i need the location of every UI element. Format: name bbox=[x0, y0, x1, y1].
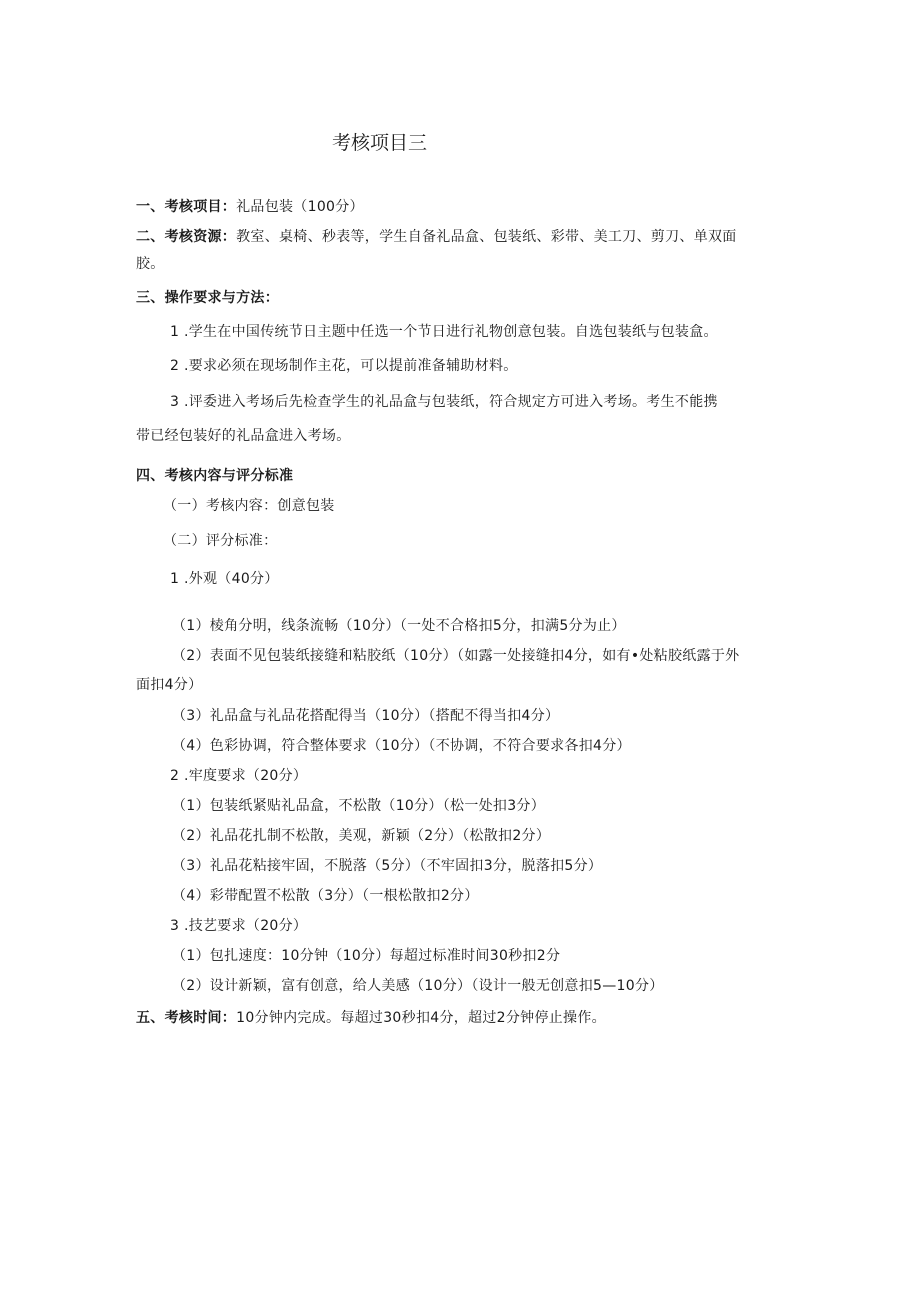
part-2-item-1: （1）包装纸紧贴礼品盒，不松散（10分）（松一处扣3分） bbox=[172, 798, 546, 814]
section-2-text: 教室、桌椅、秒表等，学生自备礼品盒、包装纸、彩带、美工刀、剪刀、单双面 bbox=[236, 229, 737, 245]
section-3-item-3: 3 .评委进入考场后先检查学生的礼品盒与包装纸，符合规定方可进入考场。考生不能携 bbox=[170, 394, 718, 410]
part-2-item-2: （2）礼品花扎制不松散，美观，新颖（2分）（松散扣2分） bbox=[172, 828, 551, 844]
section-5-text: 10分钟内完成。每超过30秒扣4分，超过2分钟停止操作。 bbox=[236, 1010, 606, 1026]
part-1-item-2: （2）表面不见包装纸接缝和粘胶纸（10分）（如露一处接缝扣4分，如有•处粘胶纸露于外 bbox=[172, 648, 740, 664]
section-3-label: 三、操作要求与方法： bbox=[136, 290, 279, 306]
section-1-text: 礼品包装（100分） bbox=[236, 199, 364, 215]
part-3-heading: 3 .技艺要求（20分） bbox=[170, 918, 308, 934]
section-3-item-2: 2 .要求必须在现场制作主花，可以提前准备辅助材料。 bbox=[170, 358, 518, 374]
part-2-heading: 2 .牢度要求（20分） bbox=[170, 768, 308, 784]
part-1-heading: 1 .外观（40分） bbox=[170, 571, 279, 587]
section-4-criteria: （二）评分标准： bbox=[163, 533, 278, 549]
section-1 bbox=[136, 197, 364, 217]
page-title: 考核项目三 bbox=[332, 132, 428, 154]
section-3-item-3-continuation: 带已经包装好的礼品盒进入考场。 bbox=[136, 428, 351, 444]
section-1-label: 一、考核项目： bbox=[136, 199, 237, 215]
section-5 bbox=[136, 1008, 606, 1028]
part-1-item-2-continuation: 面扣4分） bbox=[136, 677, 203, 693]
part-2-item-3: （3）礼品花粘接牢固，不脱落（5分）（不牢固扣3分，脱落扣5分） bbox=[172, 858, 603, 874]
section-2 bbox=[136, 227, 737, 247]
part-3-item-2: （2）设计新颖，富有创意，给人美感（10分）（设计一般无创意扣5—10分） bbox=[172, 978, 664, 994]
part-3-item-1: （1）包扎速度：10分钟（10分）每超过标准时间30秒扣2分 bbox=[172, 948, 561, 964]
section-2-continuation: 胶。 bbox=[136, 256, 165, 272]
part-2-item-4: （4）彩带配置不松散（3分）（一根松散扣2分） bbox=[172, 888, 479, 904]
part-1-item-1: （1）棱角分明，线条流畅（10分）（一处不合格扣5分，扣满5分为止） bbox=[172, 618, 626, 634]
part-1-item-3: （3）礼品盒与礼品花搭配得当（10分）（搭配不得当扣4分） bbox=[172, 708, 560, 724]
section-3-item-1: 1 .学生在中国传统节日主题中任选一个节日进行礼物创意包装。自选包装纸与包装盒。 bbox=[170, 324, 718, 340]
part-1-item-4: （4）色彩协调，符合整体要求（10分）（不协调，不符合要求各扣4分） bbox=[172, 738, 631, 754]
section-4-label: 四、考核内容与评分标准 bbox=[136, 468, 294, 484]
section-5-label: 五、考核时间： bbox=[136, 1010, 237, 1026]
section-2-label: 二、考核资源： bbox=[136, 229, 237, 245]
section-4-content: （一）考核内容：创意包装 bbox=[163, 498, 335, 514]
